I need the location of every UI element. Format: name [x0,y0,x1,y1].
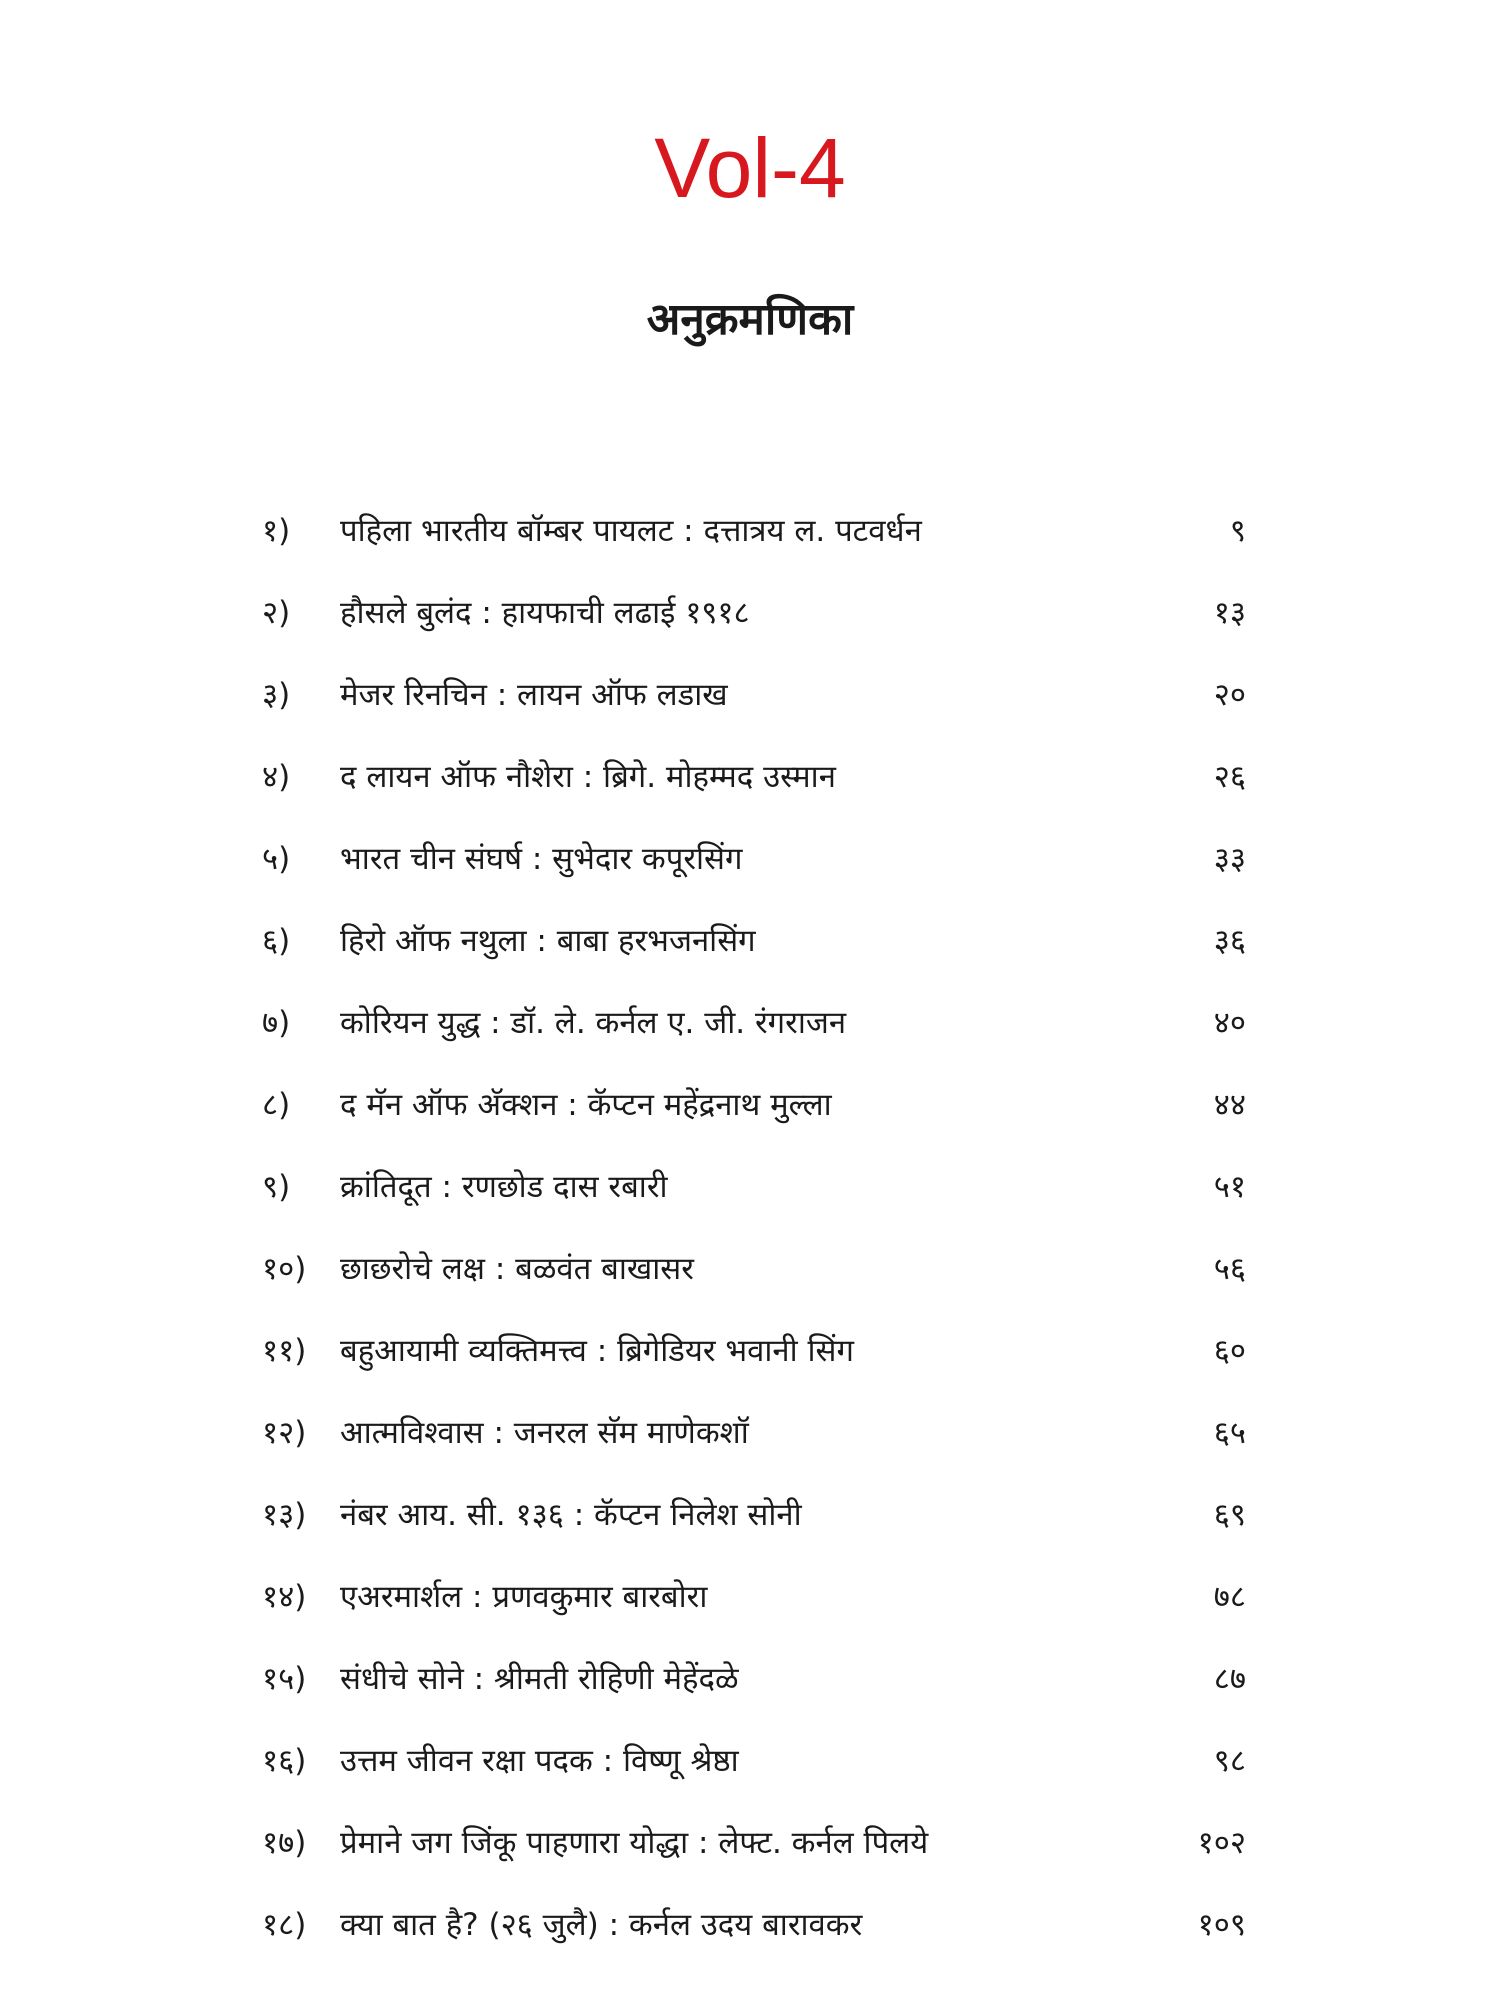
toc-entry-page: ३३ [1213,841,1246,877]
toc-entry-page: ३६ [1213,923,1246,959]
toc-entry [262,818,1246,900]
toc-entry [262,1556,1246,1638]
toc-entry-page: ५१ [1213,1169,1246,1205]
toc-entry-number: १०) [262,1251,307,1287]
toc-entry [262,1474,1246,1556]
toc-entry-title: नंबर आय. सी. १३६ : कॅप्टन निलेश सोनी [340,1497,802,1533]
toc-entry [262,654,1246,736]
toc-entry [262,1310,1246,1392]
toc-entry-number: ३) [262,677,291,713]
toc-entry-page: ६५ [1213,1415,1246,1451]
toc-entry-title: उत्तम जीवन रक्षा पदक : विष्णू श्रेष्ठा [340,1743,739,1779]
toc-entry [262,1228,1246,1310]
toc-entry-number: ८) [262,1087,291,1123]
toc-entry-page: १०९ [1197,1907,1246,1943]
toc-entry [262,1392,1246,1474]
toc-entry [262,1720,1246,1802]
toc-entry-title: द लायन ऑफ नौशेरा : ब्रिगे. मोहम्मद उस्मान [340,759,836,795]
toc-entry [262,982,1246,1064]
toc-entry-title: आत्मविश्वास : जनरल सॅम माणेकशॉ [340,1415,749,1451]
toc-entry-title: बहुआयामी व्यक्तिमत्त्व : ब्रिगेडियर भवानी सिंग [340,1333,854,1369]
toc-entry-number: ४) [262,759,291,795]
toc-entry [262,572,1246,654]
toc-entry-page: ६९ [1213,1497,1246,1533]
toc-entry-number: २) [262,595,291,631]
toc-entry-number: १६) [262,1743,307,1779]
toc-entry-number: १७) [262,1825,307,1861]
volume-title: Vol-4 [654,121,846,215]
toc-entry-number: ९) [262,1169,291,1205]
toc-entry-title: प्रेमाने जग जिंकू पाहणारा योद्धा : लेफ्ट. कर्नल पिलये [340,1825,929,1861]
toc-entry-number: १३) [262,1497,307,1533]
toc-entry-title: छाछरोचे लक्ष : बळवंत बाखासर [340,1251,694,1287]
toc-entry [262,490,1246,572]
toc-entry-title: संधीचे सोने : श्रीमती रोहिणी मेहेंदळे [340,1661,739,1697]
toc-entry-number: १८) [262,1907,307,1943]
toc-entry-number: १५) [262,1661,307,1697]
toc-entry-title: पहिला भारतीय बॉम्बर पायलट : दत्तात्रय ल. पटवर्धन [340,513,922,549]
toc-entry [262,1802,1246,1884]
toc-entry [262,1638,1246,1720]
toc-entry-number: १४) [262,1579,307,1615]
toc-entry-page: ४० [1213,1005,1246,1041]
toc-list [262,490,1246,1966]
toc-entry-page: ९८ [1213,1743,1246,1779]
toc-entry-page: ६० [1213,1333,1246,1369]
toc-entry [262,1884,1246,1966]
toc-entry-number: १) [262,513,291,549]
toc-entry-number: ५) [262,841,291,877]
toc-entry-title: मेजर रिनचिन : लायन ऑफ लडाख [340,677,728,713]
toc-entry-number: १२) [262,1415,307,1451]
toc-entry-page: ४४ [1213,1087,1246,1123]
toc-entry-page: २६ [1213,759,1246,795]
toc-entry-page: १०२ [1197,1825,1246,1861]
toc-entry [262,1064,1246,1146]
toc-heading: अनुक्रमणिका [646,294,854,345]
toc-entry-title: क्रांतिदूत : रणछोड दास रबारी [340,1169,668,1205]
toc-entry-page: ८७ [1213,1661,1246,1697]
toc-entry-page: ९ [1229,513,1246,549]
toc-entry-title: द मॅन ऑफ अ‍ॅक्शन : कॅप्टन महेंद्रनाथ मुल्ला [340,1087,832,1123]
toc-entry-page: ७८ [1213,1579,1246,1615]
toc-entry-page: १३ [1213,595,1246,631]
toc-entry-title: एअरमार्शल : प्रणवकुमार बारबोरा [340,1579,708,1615]
toc-entry [262,900,1246,982]
toc-entry-number: ११) [262,1333,307,1369]
toc-entry [262,1146,1246,1228]
toc-entry-title: हिरो ऑफ नथुला : बाबा हरभजनसिंग [340,923,756,959]
toc-entry-page: २० [1213,677,1246,713]
toc-entry-number: ७) [262,1005,291,1041]
toc-entry-number: ६) [262,923,291,959]
toc-entry-title: क्या बात है? (२६ जुलै) : कर्नल उदय बारावकर [340,1907,863,1943]
toc-entry-title: भारत चीन संघर्ष : सुभेदार कपूरसिंग [340,841,743,877]
toc-entry-title: हौसले बुलंद : हायफाची लढाई १९१८ [340,595,750,631]
toc-entry-page: ५६ [1213,1251,1246,1287]
toc-entry [262,736,1246,818]
toc-entry-title: कोरियन युद्ध : डॉ. ले. कर्नल ए. जी. रंगराजन [340,1005,847,1041]
